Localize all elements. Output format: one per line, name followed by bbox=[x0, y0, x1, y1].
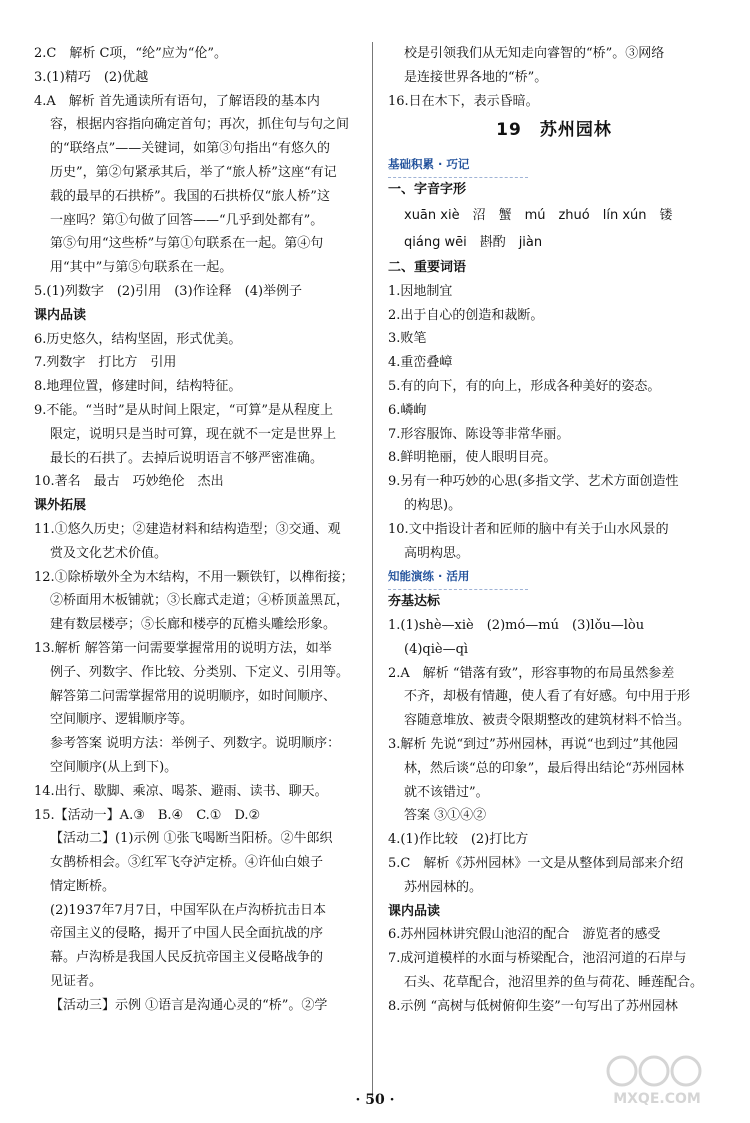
answer-line: 12.①除桥墩外全为木结构，不用一颗铁钉，以榫衔接； bbox=[34, 569, 354, 585]
section-band: 基础积累 · 巧记 bbox=[388, 153, 528, 178]
answer-line: 容，根据内容指向确定首句；再次，抓住句与句之间 bbox=[50, 117, 350, 133]
right-top-block bbox=[388, 42, 720, 113]
answer-line: 校是引领我们从无知走向睿智的“桥”。③网络 bbox=[404, 46, 665, 61]
answer-line: 参考答案 说明方法：举例子、列数字。说明顺序： bbox=[50, 736, 341, 752]
answer-line: 例子、列数字、作比较、分类别、下定义、引用等。 bbox=[50, 664, 350, 680]
section-band: 知能演练 · 活用 bbox=[388, 565, 528, 590]
lesson-title: 19 苏州园林 bbox=[496, 120, 612, 141]
answer-line: 的构思)。 bbox=[404, 497, 462, 513]
answer-line: 3.解析 先说“到过”苏州园林，再说“也到过”其他园 bbox=[388, 736, 679, 752]
answer-line: 答案 ③①④② bbox=[404, 808, 487, 824]
answer-line: 帝国主义的侵略，揭开了中国人民全面抗战的序 bbox=[50, 926, 324, 942]
watermark-logo-icon bbox=[582, 1051, 732, 1109]
section-heading: 二、重要词语 bbox=[388, 259, 467, 275]
answer-line: 10.文中指设计者和匠师的脑中有关于山水风景的 bbox=[388, 521, 669, 537]
answer-line: 9.另有一种巧妙的心思(多指文学、艺术方面创造性 bbox=[388, 474, 679, 490]
answer-line: 就不该错过”。 bbox=[404, 784, 489, 800]
answer-line: (2)1937年7月7日，中国军队在卢沟桥抗击日本 bbox=[50, 902, 327, 918]
section-heading: 夯基达标 bbox=[388, 594, 441, 610]
answer-line: 的“联络点”——关键词，如第③句指出“有悠久的 bbox=[50, 141, 330, 157]
section-heading: 课内品读 bbox=[388, 903, 441, 919]
answer-line: 限定，说明只是当时可算，现在就不一定是世界上 bbox=[50, 426, 337, 442]
answer-line: 8.鲜明艳丽，使人眼明目亮。 bbox=[388, 450, 557, 466]
section-heading: 课外拓展 bbox=[34, 498, 87, 514]
pinyin-line: xuān xiè 沼 蟹 mú zhuó lín xún 镂 bbox=[404, 207, 673, 223]
answer-line: 容随意堆放、被责令限期整改的建筑材料不恰当。 bbox=[404, 713, 691, 729]
answer-line: 8.示例 “高树与低树俯仰生姿”一句写出了苏州园林 bbox=[388, 998, 678, 1014]
answer-line: 6.历史悠久，结构坚固，形式优美。 bbox=[34, 331, 242, 347]
answer-line: 7.列数字 打比方 引用 bbox=[34, 355, 177, 371]
answer-line: 9.不能。“当时”是从时间上限定，“可算”是从程度上 bbox=[34, 402, 333, 418]
answer-line: 4.A 解析 首先通读所有语句，了解语段的基本内 bbox=[34, 93, 320, 109]
answer-line: 幕。卢沟桥是我国人民反抗帝国主义侵略战争的 bbox=[50, 950, 324, 966]
answer-line: 6.嶙峋 bbox=[388, 402, 427, 418]
answer-line: 石头、花草配合，池沼里养的鱼与荷花、睡莲配合。 bbox=[404, 974, 704, 990]
answer-line: 5.(1)列数字 (2)引用 (3)作诠释 (4)举例子 bbox=[34, 283, 303, 299]
answer-line: 情定断桥。 bbox=[50, 878, 116, 894]
answer-line: 解答第二问需掌握常用的说明顺序，如时间顺序、 bbox=[50, 688, 337, 704]
answer-line: 7.成河道模样的水面与桥梁配合，池沼河道的石岸与 bbox=[388, 951, 687, 967]
answer-line: 10.著名 最古 巧妙绝伦 杰出 bbox=[34, 474, 224, 490]
answer-line: 6.苏州园林讲究假山池沼的配合 游览者的感受 bbox=[388, 927, 661, 943]
answer-line: 16.日在木下，表示昏暗。 bbox=[388, 93, 539, 109]
right-mid-block bbox=[388, 153, 720, 202]
answer-line: 13.解析 解答第一问需要掌握常用的说明方法，如举 bbox=[34, 640, 332, 656]
right-bottom-block bbox=[388, 256, 720, 1019]
answer-line: 女鹊桥相会。③红军飞夺泸定桥。④许仙白娘子 bbox=[50, 855, 324, 871]
pinyin-block bbox=[388, 202, 720, 256]
answer-line: 2.出于自心的创造和裁断。 bbox=[388, 307, 544, 323]
svg-text:MXQE.COM: MXQE.COM bbox=[613, 1091, 701, 1107]
answer-line: 【活动二】(1)示例 ①张飞喝断当阳桥。②牛郎织 bbox=[50, 831, 333, 847]
answer-line: 载的最早的石拱桥”。我国的石拱桥仅“旅人桥”这 bbox=[50, 188, 330, 204]
answer-line: 2.C 解析 C项，“纶”应为“伦”。 bbox=[34, 46, 228, 61]
answer-line: 赏及文化艺术价值。 bbox=[50, 545, 168, 561]
answer-line: 5.有的向下，有的向上，形成各种美好的姿态。 bbox=[388, 378, 661, 394]
left-column bbox=[34, 42, 364, 1018]
answer-line: 一座吗？第①句做了回答——“几乎到处都有”。 bbox=[50, 212, 324, 228]
answer-line: 是连接世界各地的“桥”。 bbox=[404, 69, 548, 85]
answer-line: 高明构思。 bbox=[404, 545, 470, 561]
answer-line: 14.出行、歇脚、乘凉、喝茶、避雨、读书、聊天。 bbox=[34, 783, 328, 799]
answer-line: 【活动三】示例 ①语言是沟通心灵的“桥”。②学 bbox=[50, 997, 328, 1013]
answer-line: 最长的石拱了。去掉后说明语言不够严密准确。 bbox=[50, 450, 324, 466]
answer-line: 第⑤句用“这些桥”与第①句联系在一起。第④句 bbox=[50, 236, 324, 252]
pinyin-line: qiáng wēi 斟酌 jiàn bbox=[404, 234, 543, 250]
answer-line: 空间顺序(从上到下)。 bbox=[50, 759, 178, 775]
section-heading: 一、字音字形 bbox=[388, 182, 467, 198]
answer-line: 3.败笔 bbox=[388, 331, 427, 347]
answer-line: 见证者。 bbox=[50, 974, 103, 990]
answer-line: 不齐，却极有情趣，使人看了有好感。句中用于形 bbox=[404, 689, 691, 705]
answer-line: 11.①悠久历史；②建造材料和结构造型；③交通、观 bbox=[34, 521, 341, 537]
right-column bbox=[388, 42, 720, 1018]
answer-line: 8.地理位置，修建时间，结构特征。 bbox=[34, 379, 242, 395]
answer-line: 7.形容服饰、陈设等非常华丽。 bbox=[388, 426, 570, 442]
answer-line: 1.因地制宜 bbox=[388, 283, 453, 299]
answer-line: 苏州园林的。 bbox=[404, 879, 483, 895]
answer-line: 空间顺序、逻辑顺序等。 bbox=[50, 712, 194, 728]
answer-line: 2.A 解析 “错落有致”，形容事物的布局虽然参差 bbox=[388, 665, 675, 681]
answer-line: ②桥面用木板铺就；③长廊式走道；④桥顶盖黑瓦， bbox=[50, 593, 350, 609]
answer-line: 历史”，第②句紧承其后，举了“旅人桥”这座“有记 bbox=[50, 164, 337, 180]
answer-line: 用“其中”与第⑤句联系在一起。 bbox=[50, 260, 233, 276]
answer-line: (4)qiè—qì bbox=[404, 641, 469, 657]
answer-line: 4.(1)作比较 (2)打比方 bbox=[388, 832, 529, 848]
answer-line: 林，然后谈“总的印象”，最后得出结论“苏州园林 bbox=[404, 760, 684, 776]
answer-line: 3.(1)精巧 (2)优越 bbox=[34, 69, 149, 85]
answer-line: 4.重峦叠嶂 bbox=[388, 355, 453, 371]
section-heading: 课内品读 bbox=[34, 307, 87, 323]
answer-line: 建有数层楼亭；⑤长廊和楼亭的瓦檐头雕绘形象。 bbox=[50, 617, 337, 633]
page-number: · 50 · bbox=[355, 1092, 395, 1108]
answer-line: 15.【活动一】A.③ B.④ C.① D.② bbox=[34, 807, 261, 823]
answer-line: 1.(1)shè—xiè (2)mó—mú (3)lǒu—lòu bbox=[388, 617, 645, 633]
answer-line: 5.C 解析《苏州园林》一文是从整体到局部来介绍 bbox=[388, 855, 684, 871]
column-divider bbox=[372, 42, 373, 1097]
